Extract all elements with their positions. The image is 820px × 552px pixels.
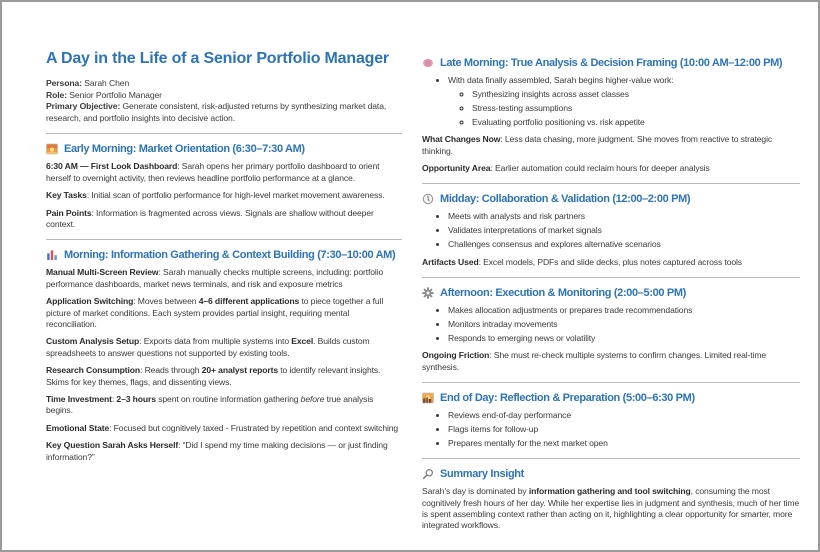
sub-bullet-list <box>448 89 800 128</box>
paragraph <box>422 486 800 532</box>
text-bold: 2–3 hours <box>116 394 156 405</box>
section-divider <box>422 382 800 383</box>
text-bold: information gathering and tool switching <box>528 486 691 497</box>
paragraph <box>422 350 800 373</box>
clock-icon <box>422 193 434 205</box>
magnifier-icon <box>422 468 434 480</box>
text: : <box>111 394 117 405</box>
text: to identify relevant insights. Skims for key themes, flags, and dissenting views. <box>46 365 381 387</box>
role-line <box>46 90 402 102</box>
paragraph <box>46 190 402 201</box>
bullet-list <box>422 410 800 449</box>
text: Senior Portfolio Manager <box>67 89 162 100</box>
text: : She must re-check multiple systems to confirm changes. Limited real-time synthesis. <box>422 350 767 372</box>
text-bold: Pain Points <box>46 207 92 218</box>
bullet-item: • Responds to emerging news or volatility <box>448 333 800 344</box>
paragraph <box>46 336 402 359</box>
bullet-item: • Flags items for follow-up <box>448 424 800 435</box>
paragraph <box>46 440 402 463</box>
section-heading <box>422 193 800 205</box>
section-divider <box>46 133 402 134</box>
bullet-list <box>422 75 800 128</box>
sunset-icon <box>422 392 434 404</box>
gear-icon <box>422 287 434 299</box>
document-body <box>2 2 818 538</box>
text-bold: 6:30 AM — First Look Dashboard <box>46 161 178 172</box>
bullet-item: • Validates interpretations of market signals <box>448 225 800 236</box>
text-bold: Opportunity Area <box>422 162 491 173</box>
text-bold: Primary Objective: <box>46 101 121 112</box>
sub-bullet-item: ◦ Synthesizing insights across asset classes <box>472 89 800 100</box>
text: spent on routine information gathering <box>155 394 301 405</box>
left-column <box>46 50 402 538</box>
right-column-blocks <box>422 57 800 532</box>
paragraph <box>46 394 402 417</box>
section-heading-label: Afternoon: Execution & Monitoring (2:00–5:00 PM) <box>440 286 686 299</box>
bullet-item: • Challenges consensus and explores alternative scenarios <box>448 239 800 250</box>
bullet-item: • Reviews end-of-day performance <box>448 410 800 421</box>
text: true analysis begins. <box>46 394 374 416</box>
bullet-item: • Makes allocation adjustments or prepares trade recommendations <box>448 305 800 316</box>
section-heading <box>422 57 800 69</box>
text-bold: Emotional State <box>46 422 110 433</box>
text: : Initial scan of portfolio performance for high-level market movement awareness. <box>86 190 385 201</box>
text: : Moves between <box>133 296 199 307</box>
paragraph <box>46 267 402 290</box>
page-title: A Day in the Life of a Senior Portfolio Manager <box>46 50 389 67</box>
persona-line <box>46 78 402 90</box>
text-bold: Persona: <box>46 78 82 88</box>
text: : Sarah manually checks multiple screens, including: portfolio performance dashboards, market news terminals, and risk and exposure metrics <box>46 267 384 289</box>
text-bold: Key Tasks <box>46 190 87 201</box>
section-heading <box>422 392 800 404</box>
bullet-item: • Meets with analysts and risk partners <box>448 211 800 222</box>
paragraph <box>46 365 402 388</box>
text-bold: 20+ analyst reports <box>201 365 278 376</box>
text-bold: Manual Multi-Screen Review <box>46 267 159 278</box>
text-bold: Research Consumption <box>46 365 141 376</box>
sub-bullet-item: ◦ Evaluating portfolio positioning vs. risk appetite <box>472 117 800 128</box>
bullet-item: • Prepares mentally for the next market open <box>448 438 800 449</box>
paragraph <box>422 163 800 174</box>
text: : Excel models, PDFs and slide decks, plus notes captured across tools <box>478 256 742 267</box>
sub-bullet-item: ◦ Stress-testing assumptions <box>472 103 800 114</box>
section-heading-label: Early Morning: Market Orientation (6:30–7:30 AM) <box>64 143 305 156</box>
text-bold: What Changes Now <box>422 134 501 145</box>
text: : “Did I spend my time making decisions — or just finding information?” <box>46 440 388 462</box>
left-column-blocks <box>46 133 402 463</box>
bullet-item: • With data finally assembled, Sarah begins higher-value work: ◦ Synthesizing insights across asset classes ◦ Stress-testing assumptions ◦ Evaluating portfolio positioning vs. risk appetite <box>448 75 800 128</box>
text-bold: Key Question Sarah Asks Herself <box>46 440 179 451</box>
text-bold: Artifacts Used <box>422 256 479 267</box>
section-divider <box>422 183 800 184</box>
text: to piece together a full picture of market conditions. Each system provides partial insight, requiring mental reconciliation. <box>46 296 384 330</box>
paragraph <box>46 423 402 434</box>
text: Sarah Chen <box>81 78 130 88</box>
text: : Focused but cognitively taxed - Frustrated by repetition and context switching <box>109 422 399 433</box>
section-heading-label: Midday: Collaboration & Validation (12:00–2:00 PM) <box>440 193 691 206</box>
text-bold: Ongoing Friction <box>422 350 490 361</box>
paragraph <box>422 134 800 157</box>
text: : Exports data from multiple systems into <box>139 336 292 347</box>
text: : Sarah opens her primary portfolio dashboard to orient herself to overnight activity, then reviews headline portfolio performance at a glance. <box>46 161 380 183</box>
text-bold: Application Switching <box>46 296 134 307</box>
sunrise-icon <box>46 143 58 155</box>
bar-chart-icon <box>46 249 58 261</box>
section-heading <box>46 249 402 261</box>
section-heading <box>46 143 402 155</box>
text-bold: Time Investment <box>46 394 112 405</box>
paragraph <box>422 257 800 268</box>
brain-icon <box>422 57 434 69</box>
paragraph <box>46 208 402 231</box>
text: : Earlier automation could reclaim hours for deeper analysis <box>490 162 710 173</box>
section-heading <box>422 468 800 480</box>
section-heading <box>422 287 800 299</box>
objective-line <box>46 101 402 124</box>
section-divider <box>422 277 800 278</box>
section-heading-label: Late Morning: True Analysis & Decision Framing (10:00 AM–12:00 PM) <box>440 57 783 69</box>
text: Sarah’s day is dominated by <box>422 486 529 497</box>
text: : Reads through <box>140 365 202 376</box>
text: Generate consistent, risk-adjusted returns by synthesizing market data, research, and portfolio insights into decisive action. <box>46 101 387 123</box>
text: : Less data chasing, more judgment. She moves from reactive to strategic thinking. <box>422 134 773 156</box>
bullet-list <box>422 211 800 250</box>
text-bold: Role: <box>46 89 67 100</box>
text: : Information is fragmented across views. Signals are shallow without deeper context. <box>46 207 374 229</box>
section-heading-label: End of Day: Reflection & Preparation (5:00–6:30 PM) <box>440 392 695 404</box>
text: , consuming the most cognitively fresh hours of her day. While her expertise lies in judgment and synthesis, much of her time is spent assembling context rather than acting on it, highlighting a clear opportunity for smarter, more integrated workflows. <box>422 486 800 531</box>
right-column <box>422 50 800 538</box>
text-bold: 4–6 different applications <box>198 296 300 307</box>
section-heading-label: Morning: Information Gathering & Context Building (7:30–10:00 AM) <box>64 249 396 262</box>
text-bold: Custom Analysis Setup <box>46 336 140 347</box>
paragraph <box>46 161 402 184</box>
paragraph <box>46 296 402 330</box>
bullet-item: • Monitors intraday movements <box>448 319 800 330</box>
text-italic: before <box>300 394 325 405</box>
section-heading-label: Summary Insight <box>440 468 524 481</box>
section-divider <box>46 239 402 240</box>
text-bold: Excel <box>291 336 314 347</box>
section-divider <box>422 458 800 459</box>
bullet-list <box>422 305 800 344</box>
intro-block <box>46 78 402 124</box>
text: . Builds custom spreadsheets to answer questions not supported by existing tools. <box>46 336 370 358</box>
